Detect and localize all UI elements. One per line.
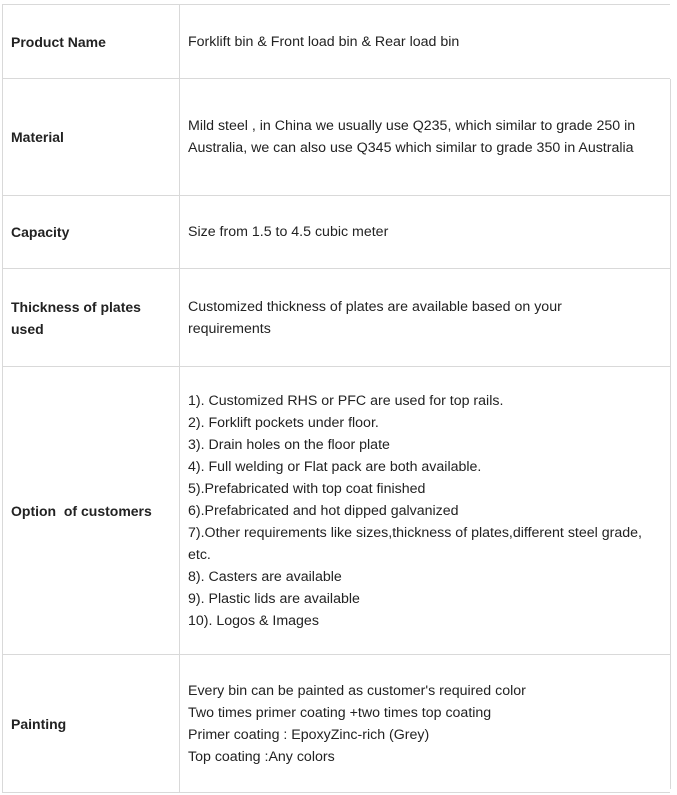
table-row [3, 5, 677, 79]
column-divider [670, 79, 671, 789]
option-item: 10). Logos & Images [188, 612, 319, 629]
row-label-options [3, 367, 180, 655]
spec-table [2, 4, 677, 793]
value-text: Mild steel , in China we usually use Q235, which similar to grade 250 in Australia, we can also use Q345 which similar to grade 350 in Australia [188, 118, 636, 156]
painting-item: Primer coating : EpoxyZinc-rich (Grey) [188, 726, 430, 743]
row-value-thickness [180, 269, 677, 367]
table-row [3, 367, 677, 655]
option-item: 5).Prefabricated with top coat finished [188, 480, 426, 497]
value-text: Forklift bin & Front load bin & Rear load bin [188, 33, 460, 50]
table-row [3, 655, 677, 793]
row-value-capacity [180, 196, 677, 269]
option-item: 1). Customized RHS or PFC are used for top rails. [188, 392, 504, 409]
option-item: 4). Full welding or Flat pack are both available. [188, 458, 482, 475]
table-row [3, 79, 677, 196]
option-item: 8). Casters are available [188, 568, 342, 585]
row-label-product-name: Product Name [3, 5, 180, 79]
option-item: 3). Drain holes on the floor plate [188, 436, 390, 453]
painting-item: Two times primer coating +two times top coating [188, 704, 492, 721]
label-text: Thickness of plates used [11, 298, 141, 337]
option-item: 6).Prefabricated and hot dipped galvanized [188, 502, 459, 519]
row-value-options [180, 367, 677, 655]
row-label-thickness [3, 269, 180, 367]
painting-item: Top coating :Any colors [188, 748, 335, 765]
row-value-product-name [180, 5, 677, 79]
row-label-capacity: Capacity [3, 196, 180, 269]
painting-item: Every bin can be painted as customer's required color [188, 682, 526, 699]
row-label-painting: Painting [3, 655, 180, 793]
label-text: Option of customers [11, 502, 152, 519]
row-value-painting [180, 655, 677, 793]
option-item: 7).Other requirements like sizes,thickness of plates,different steel grade, etc. [188, 524, 658, 563]
right-edge-mask [670, 0, 677, 795]
table-row [3, 269, 677, 367]
option-item: 9). Plastic lids are available [188, 590, 360, 607]
row-label-material: Material [3, 79, 180, 196]
option-item: 2). Forklift pockets under floor. [188, 414, 379, 431]
value-text: Size from 1.5 to 4.5 cubic meter [188, 224, 389, 240]
value-text: Customized thickness of plates are available based on your requirements [188, 298, 562, 337]
table-row [3, 196, 677, 269]
row-value-material [180, 79, 677, 196]
